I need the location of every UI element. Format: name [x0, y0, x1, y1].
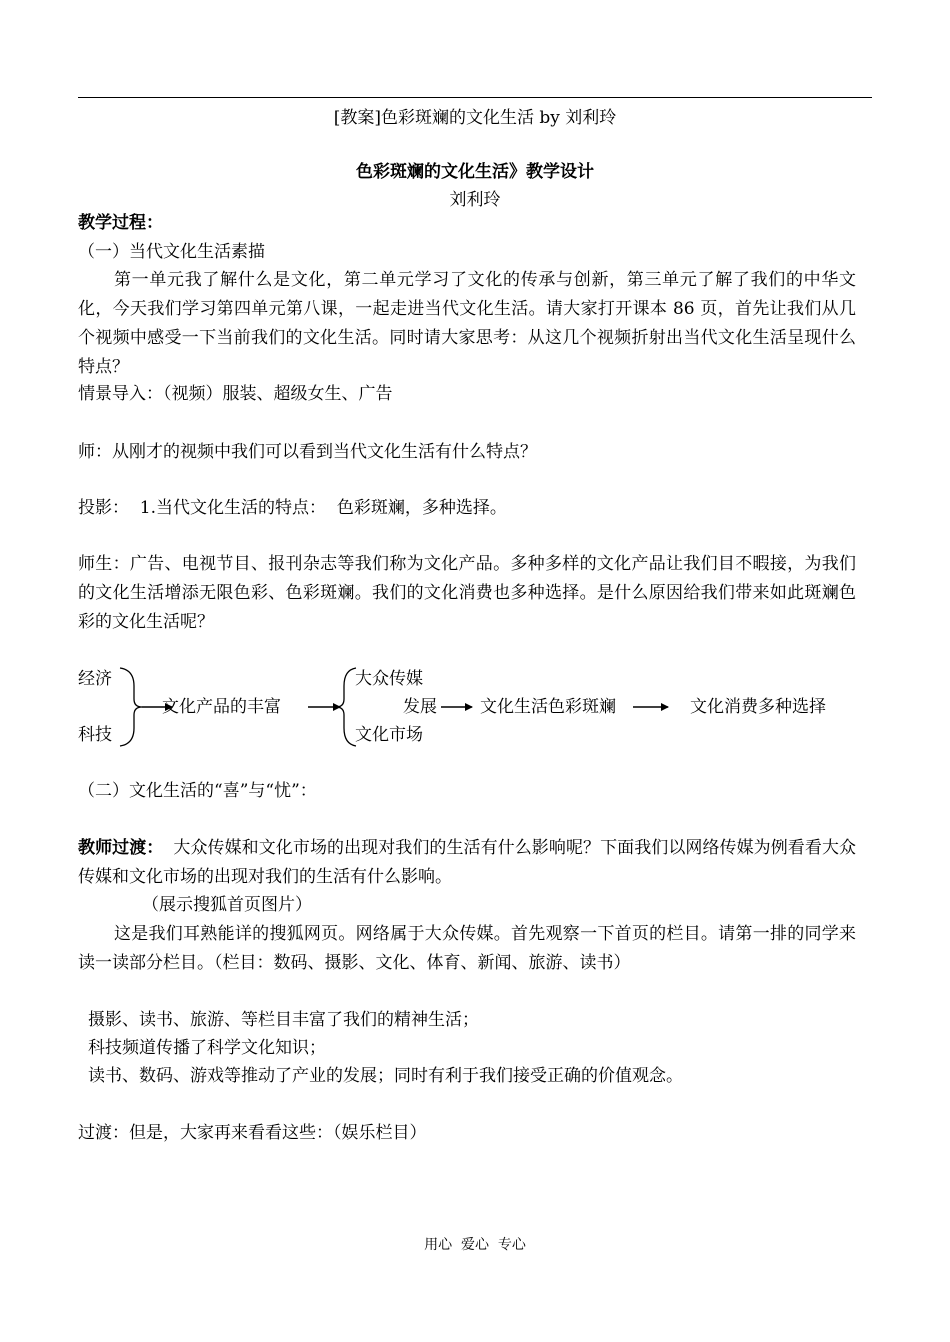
diagram-technology: 科技 — [78, 725, 112, 745]
transition-text: 大众传媒和文化市场的出现对我们的生活有什么影响呢？下面我们以网络传媒为例看看大众传媒和文化市场的出现对我们的生活有什么影响。 — [78, 838, 857, 887]
part2-heading: （二）文化生活的“喜”与“忧”： — [78, 781, 317, 801]
brace-left — [120, 668, 142, 746]
diagram-economy: 经济 — [78, 669, 112, 689]
section-heading: 教学过程： — [78, 213, 163, 233]
transition-label: 教师过渡： — [78, 838, 164, 858]
header-rule — [78, 97, 872, 98]
diagram-diverse-choice: 文化消费多种选择 — [690, 697, 826, 717]
point-two: 科技频道传播了科学文化知识； — [88, 1038, 326, 1058]
transition-paragraph — [78, 834, 856, 892]
show-picture-note: （展示搜狐首页图片） — [142, 895, 312, 915]
sohu-paragraph: 这是我们耳熟能详的搜狐网页。网络属于大众传媒。首先观察一下首页的栏目。请第一排的同学来读一读部分栏目。（栏目：数码、摄影、文化、体育、新闻、旅游、读书） — [78, 924, 856, 973]
teacher-question: 师：从刚才的视频中我们可以看到当代文化生活有什么特点？ — [78, 442, 537, 462]
teacher-student-paragraph: 师生：广告、电视节目、报刊杂志等我们称为文化产品。多种多样的文化产品让我们目不暇接，为我们的文化生活增添无限色彩、色彩斑斓。我们的文化消费也多种选择。是什么原因给我们带来如此斑斓色彩的文化生活呢？ — [78, 554, 856, 632]
page-footer: 用心 爱心 专心 — [424, 1237, 526, 1253]
intro-paragraph: 第一单元我了解什么是文化，第二单元学习了文化的传承与创新，第三单元了解了我们的中华文化，今天我们学习第四单元第八课，一起走进当代文化生活。请大家打开课本 86 页，首先让我们从几个视频中感受一下当前我们的文化生活。同时请大家思考：从这几个视频折射出当代文化生活呈现什么特点？ — [78, 270, 856, 377]
final-transition: 过渡：但是，大家再来看看这些：（娱乐栏目） — [78, 1123, 427, 1143]
diagram-cultural-products: 文化产品的丰富 — [162, 697, 281, 717]
point-one: 摄影、读书、旅游、等栏目丰富了我们的精神生活； — [88, 1010, 479, 1030]
brace-right — [336, 668, 356, 746]
diagram-cultural-market: 文化市场 — [355, 725, 423, 745]
part1-heading: （一）当代文化生活素描 — [78, 242, 265, 262]
scene-intro: 情景导入：（视频）服装、超级女生、广告 — [78, 384, 393, 404]
diagram-development: 发展 — [403, 697, 437, 717]
header-title: [教案]色彩斑斓的文化生活 by 刘利玲 — [333, 108, 617, 128]
diagram-mass-media: 大众传媒 — [355, 669, 423, 689]
document-subtitle: 色彩斑斓的文化生活》教学设计 — [356, 162, 594, 182]
point-three: 读书、数码、游戏等推动了产业的发展；同时有利于我们接受正确的价值观念。 — [88, 1066, 683, 1086]
projection-line: 投影： 1.当代文化生活的特点： 色彩斑斓，多种选择。 — [78, 498, 507, 518]
author-name: 刘利玲 — [449, 190, 501, 210]
diagram-colorful-life: 文化生活色彩斑斓 — [480, 697, 616, 717]
